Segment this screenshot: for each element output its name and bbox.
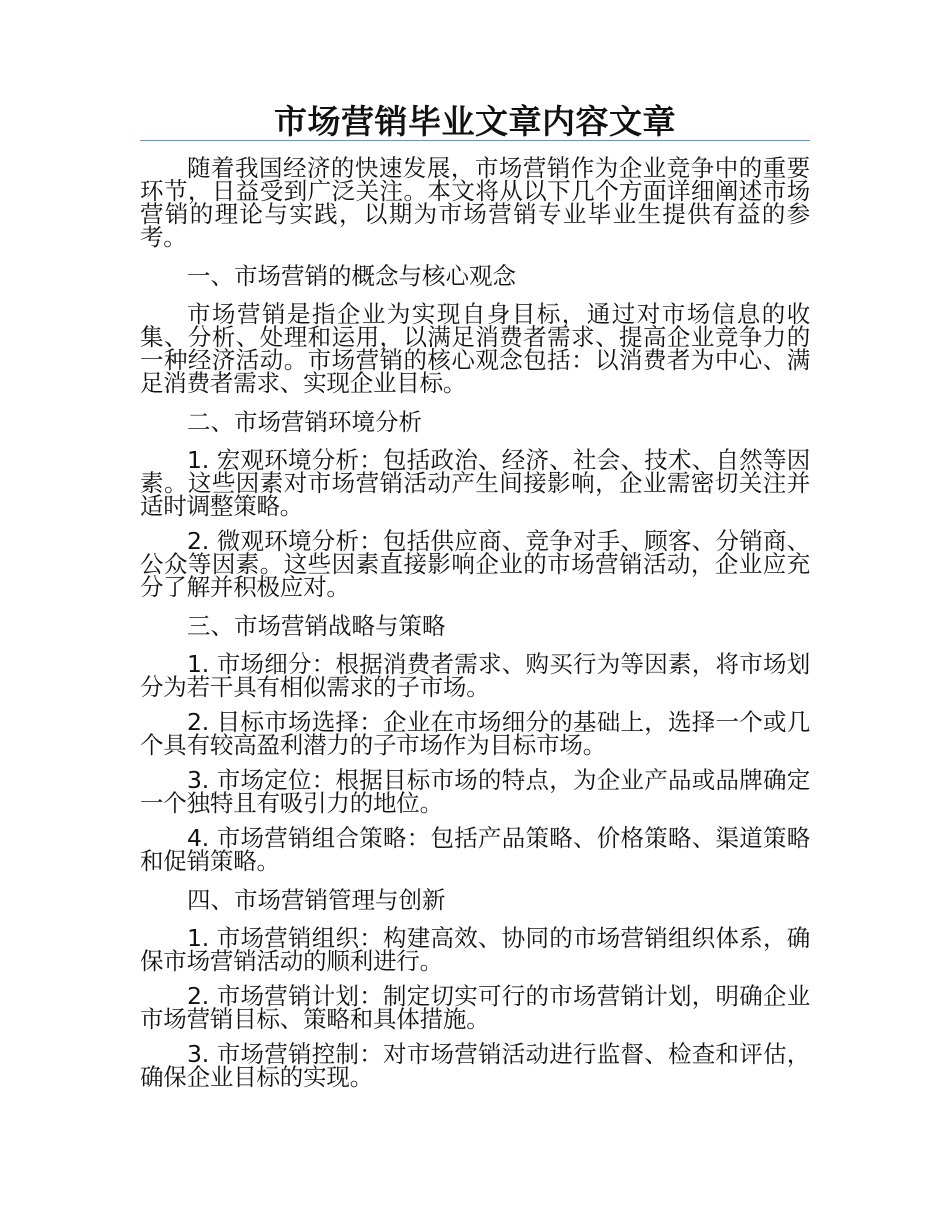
section-heading-2: 二、市场营销环境分析 <box>187 408 422 436</box>
section-3-item-2: 2. 目标市场选择：企业在市场细分的基础上，选择一个或几个具有较高盈利潜力的子市场作为目标市场。 <box>140 708 810 759</box>
section-3-item-1: 1. 市场细分：根据消费者需求、购买行为等因素，将市场划分为若干具有相似需求的子市场。 <box>140 650 810 701</box>
document-body <box>140 154 810 1101</box>
intro-paragraph: 随着我国经济的快速发展，市场营销作为企业竞争中的重要环节，日益受到广泛关注。本文将从以下几个方面详细阐述市场营销的理论与实践，以期为市场营销专业毕业生提供有益的参考。 <box>140 154 810 251</box>
section-3-item-3: 3. 市场定位：根据目标市场的特点，为企业产品或品牌确定一个独特且有吸引力的地位。 <box>140 766 810 817</box>
title-underline <box>140 140 810 141</box>
section-heading-3: 三、市场营销战略与策略 <box>187 612 446 640</box>
section-heading-1: 一、市场营销的概念与核心观念 <box>187 262 516 290</box>
section-4-item-1: 1. 市场营销组织：构建高效、协同的市场营销组织体系，确保市场营销活动的顺利进行。 <box>140 924 810 975</box>
section-1-paragraph: 市场营销是指企业为实现自身目标，通过对市场信息的收集、分析、处理和运用，以满足消费者需求、提高企业竞争力的一种经济活动。市场营销的核心观念包括：以消费者为中心、满足消费者需求、实现企业目标。 <box>140 300 810 397</box>
section-4-item-3: 3. 市场营销控制：对市场营销活动进行监督、检查和评估，确保企业目标的实现。 <box>140 1040 810 1091</box>
section-2-item-2: 2. 微观环境分析：包括供应商、竞争对手、顾客、分销商、公众等因素。这些因素直接影响企业的市场营销活动，企业应充分了解并积极应对。 <box>140 527 810 601</box>
section-4-item-2: 2. 市场营销计划：制定切实可行的市场营销计划，明确企业市场营销目标、策略和具体措施。 <box>140 982 810 1033</box>
section-heading-4: 四、市场营销管理与创新 <box>187 886 446 914</box>
section-3-item-4: 4. 市场营销组合策略：包括产品策略、价格策略、渠道策略和促销策略。 <box>140 824 810 875</box>
page-title: 市场营销毕业文章内容文章 <box>274 102 676 141</box>
section-2-item-1: 1. 宏观环境分析：包括政治、经济、社会、技术、自然等因素。这些因素对市场营销活动产生间接影响，企业需密切关注并适时调整策略。 <box>140 446 810 520</box>
